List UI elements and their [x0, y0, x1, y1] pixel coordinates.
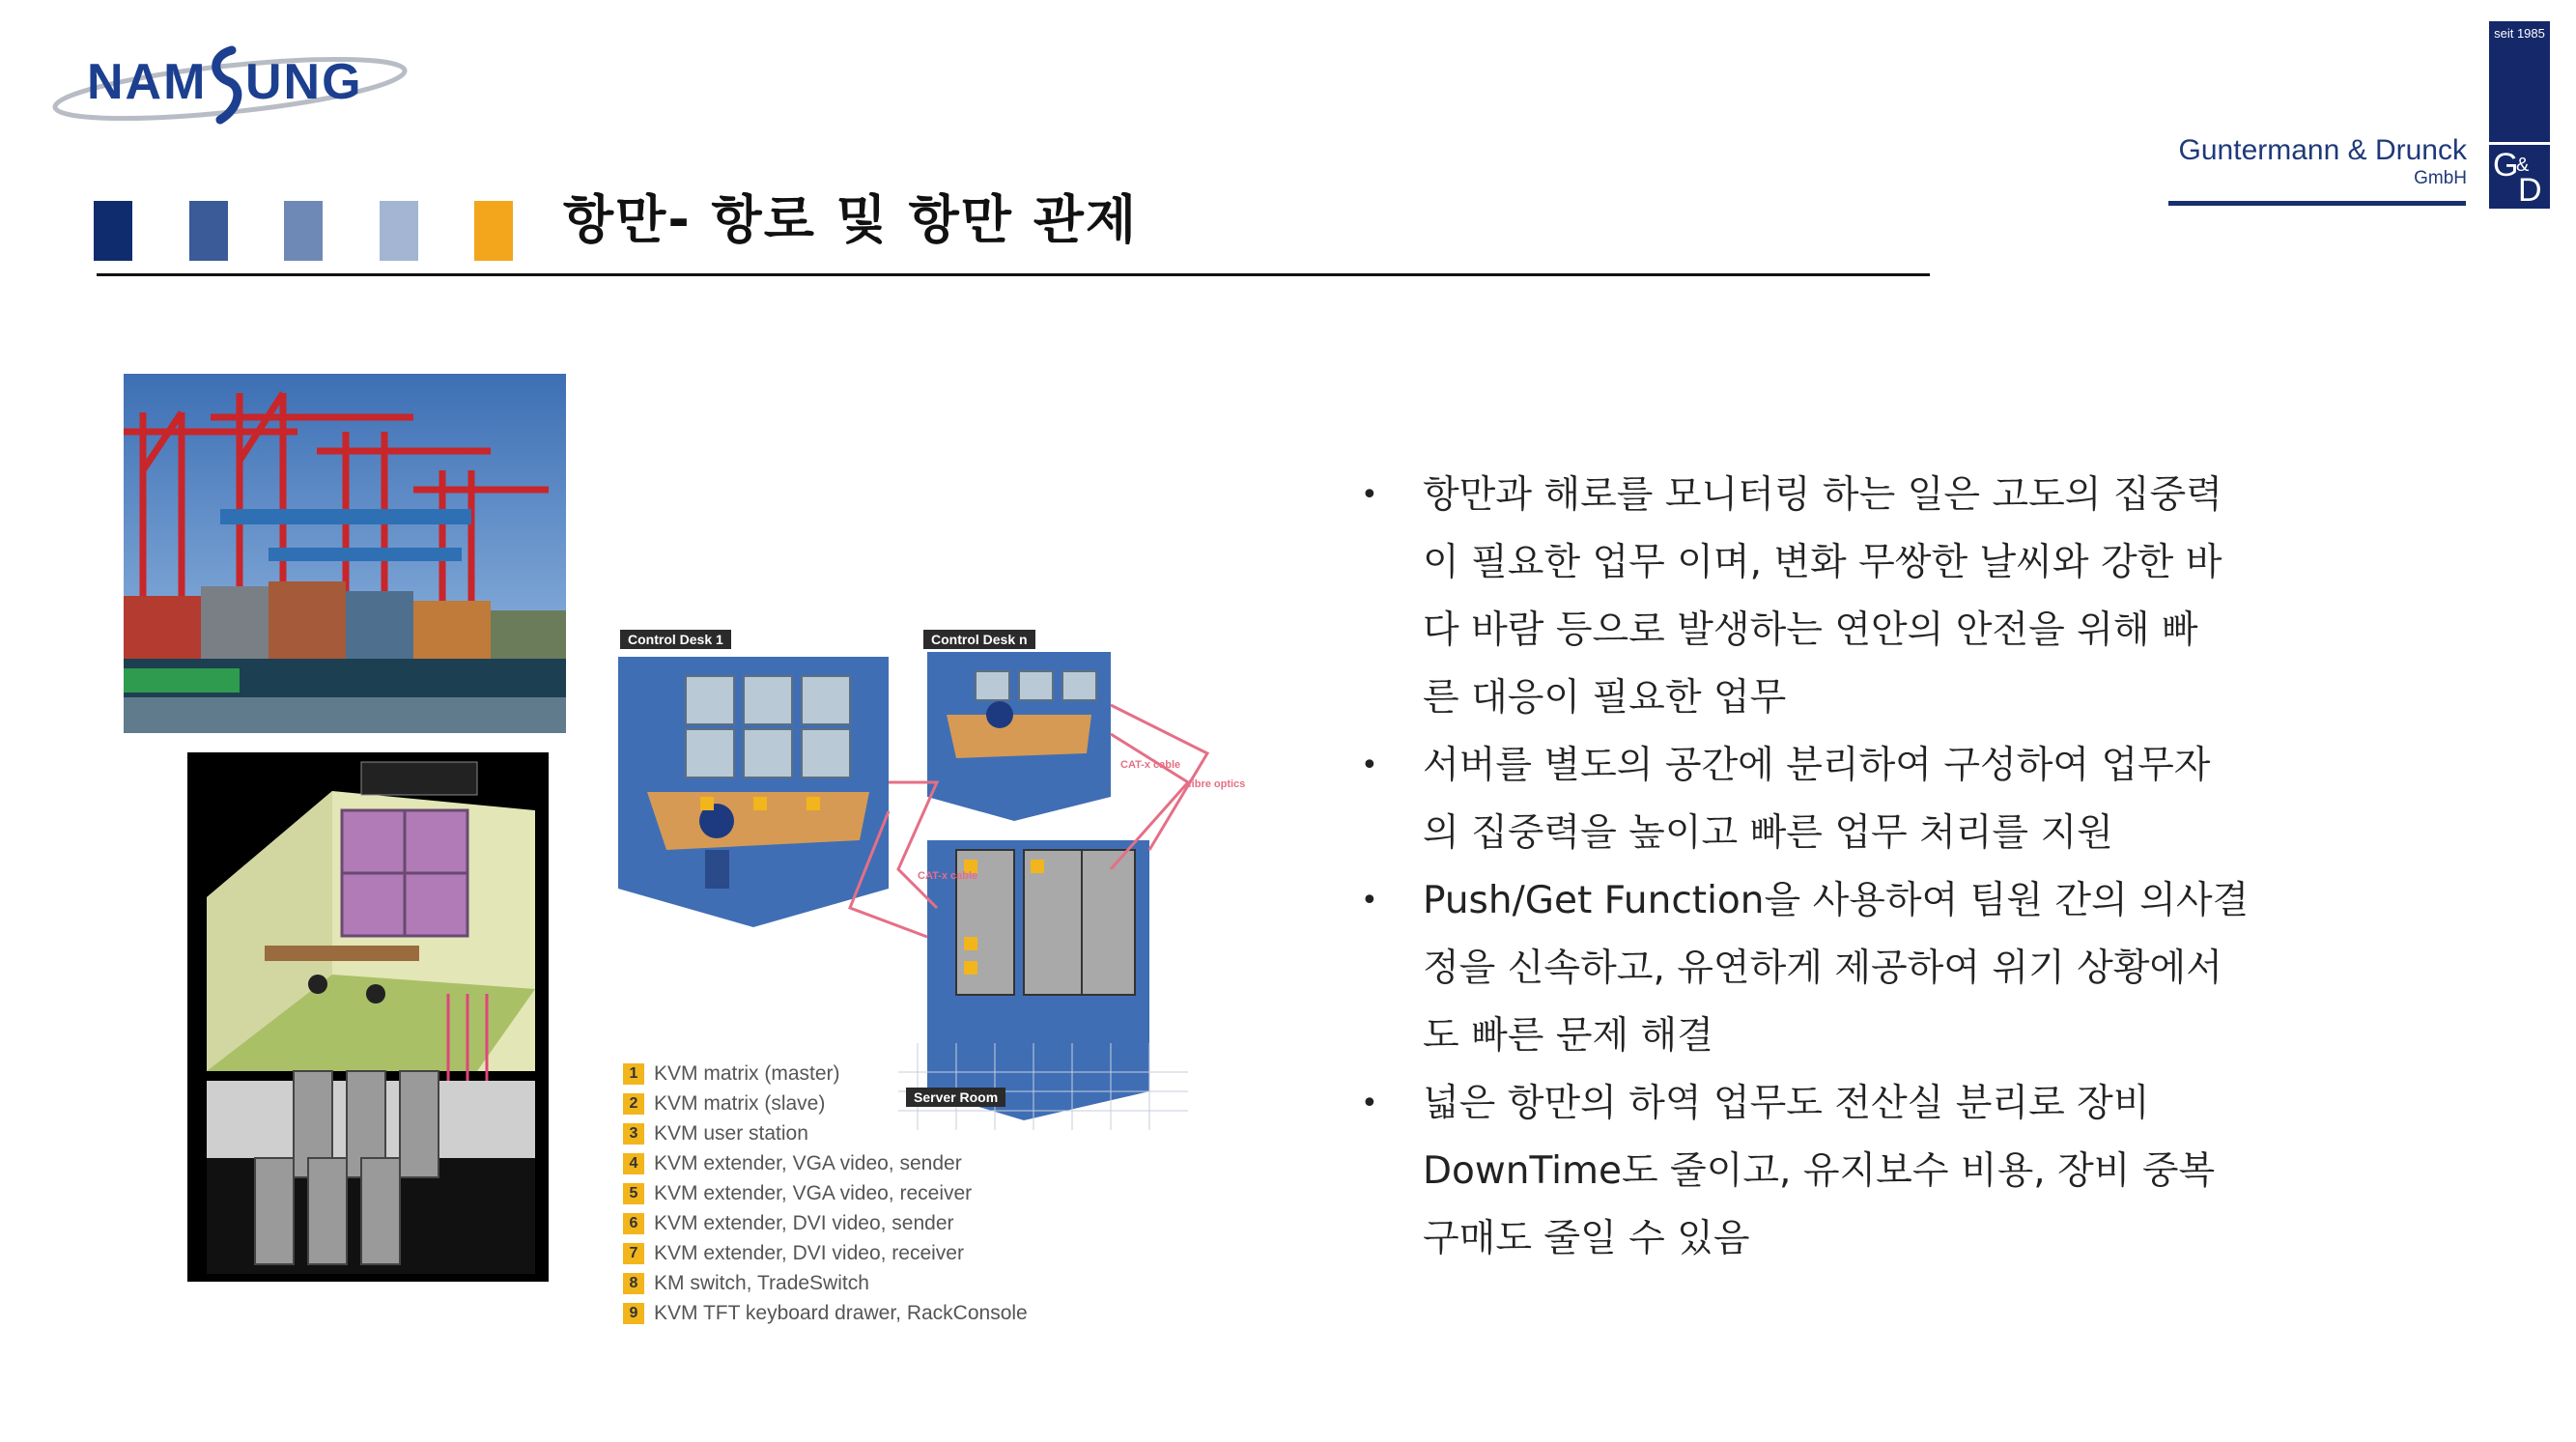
legend-item: 7 KVM extender, DVI video, receiver	[623, 1238, 1058, 1268]
svg-text:UNG: UNG	[245, 54, 363, 110]
legend-item: 8 KM switch, TradeSwitch	[623, 1268, 1058, 1298]
gd-logo-mark: G & D	[2489, 145, 2550, 209]
gd-since-badge	[2489, 21, 2550, 142]
kvm-diagram	[609, 618, 1285, 1130]
gd-company-name	[2179, 133, 2467, 189]
cable-label-catx-1: CAT-x cable	[918, 870, 978, 882]
bullet-list	[1347, 462, 2265, 1273]
title-square-2	[189, 201, 228, 261]
title-square-1	[94, 201, 132, 261]
legend-item: 6 KVM extender, DVI video, sender	[623, 1208, 1058, 1238]
bullet-item: • 서버를 별도의 공간에 분리하여 구성하여 업무자 의 집중력을 높이고 빠른 업무 처리를 지원	[1347, 732, 2265, 867]
title-square-3	[284, 201, 323, 261]
gd-since-text: seit 1985	[2494, 26, 2545, 41]
cable-label-fibre: fibre optics	[1188, 778, 1246, 790]
title-square-4	[380, 201, 418, 261]
bullet-dot: •	[1361, 1087, 1378, 1120]
bullet-item: • 항만과 해로를 모니터링 하는 일은 고도의 집중력 이 필요한 업무 이며, 변화 무쌍한 날씨와 강한 바 다 바람 등으로 발생하는 연안의 안전을 위해 빠 른 대응이 필요한 업무	[1347, 462, 2265, 732]
legend-item: 2 KVM matrix (slave)	[623, 1089, 1058, 1118]
control-room-illustration	[187, 752, 549, 1282]
svg-text:NAM: NAM	[87, 54, 208, 110]
legend-item: 1 KVM matrix (master)	[623, 1059, 1058, 1089]
port-photo	[124, 374, 566, 733]
cable-label-catx-2: CAT-x cable	[1120, 759, 1181, 771]
bullet-item: • Push/Get Function을 사용하여 팀원 간의 의사결 정을 신속하고, 유연하게 제공하여 위기 상황에서 도 빠른 문제 해결	[1347, 867, 2265, 1070]
title-divider	[97, 273, 1930, 276]
legend-item: 4 KVM extender, VGA video, sender	[623, 1148, 1058, 1178]
gd-underline	[2168, 201, 2466, 206]
legend-item: 5 KVM extender, VGA video, receiver	[623, 1178, 1058, 1208]
legend-item: 9 KVM TFT keyboard drawer, RackConsole	[623, 1298, 1058, 1328]
label-server-room: Server Room	[906, 1088, 1005, 1107]
label-control-desk-n: Control Desk n	[923, 630, 1035, 649]
bullet-dot: •	[1361, 478, 1378, 512]
gd-suffix-text: GmbH	[2414, 168, 2467, 188]
legend	[623, 1059, 1058, 1328]
label-control-desk-1: Control Desk 1	[620, 630, 731, 649]
bullet-item: • 넓은 항만의 하역 업무도 전산실 분리로 장비 DownTime도 줄이고, 유지보수 비용, 장비 중복 구매도 줄일 수 있음	[1347, 1070, 2265, 1273]
bullet-dot: •	[1361, 749, 1378, 782]
bullet-dot: •	[1361, 884, 1378, 918]
title-square-5	[474, 201, 513, 261]
legend-item: 3 KVM user station	[623, 1118, 1058, 1148]
namsung-logo	[46, 39, 413, 126]
gd-name-text: Guntermann & Drunck	[2178, 134, 2467, 166]
page-title: 항만- 항로 및 항만 관제	[563, 189, 1139, 250]
